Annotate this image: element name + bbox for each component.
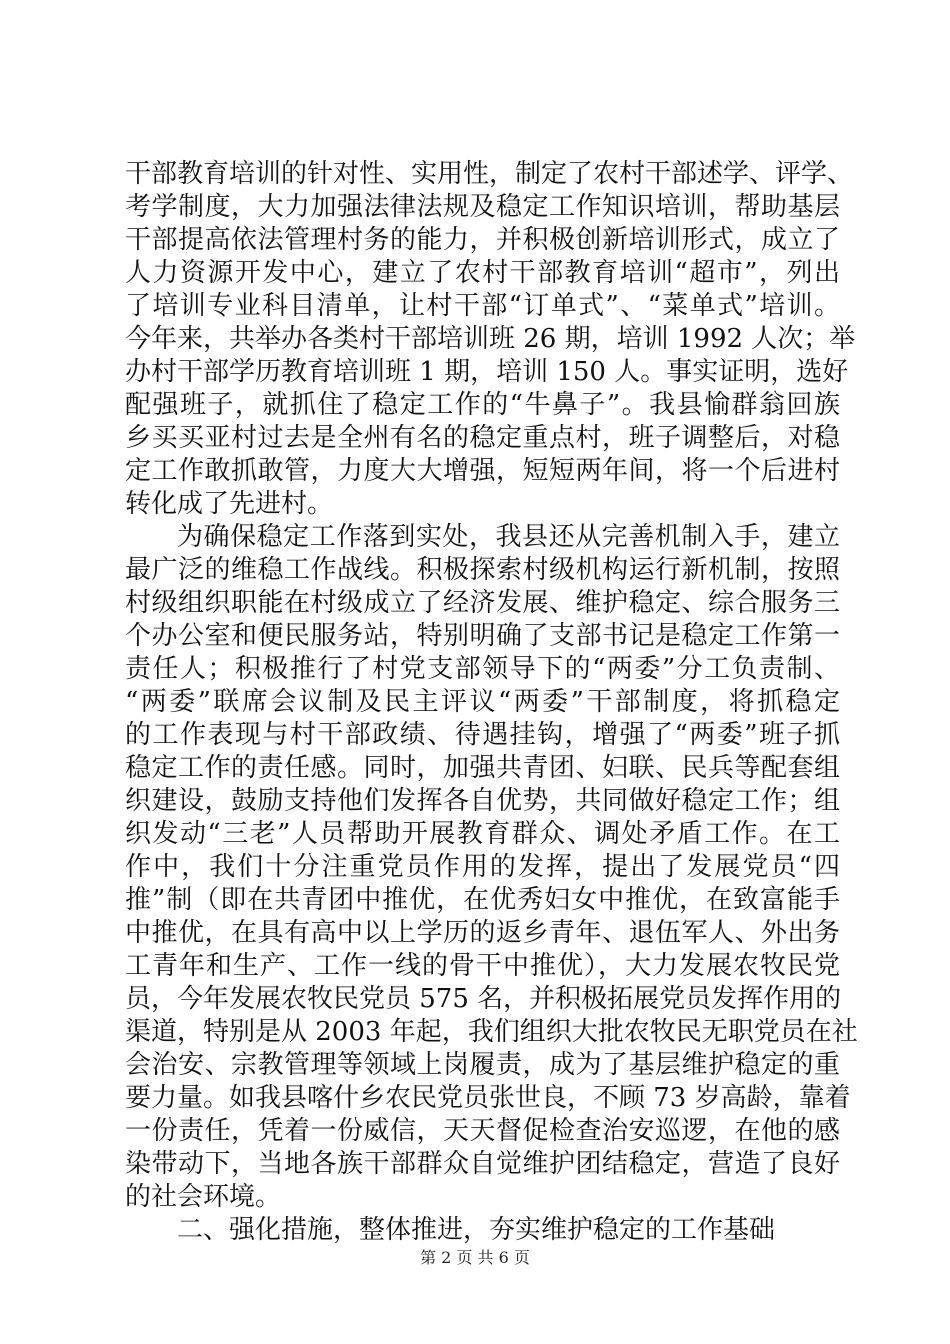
paragraph bbox=[125, 521, 858, 1214]
text-line: 考学制度，大力加强法律法规及稳定工作知识培训，帮助基层 bbox=[125, 192, 840, 222]
text-line: 的工作表现与村干部政绩、待遇挂钩，增强了“两委”班子抓 bbox=[125, 720, 840, 750]
paragraph bbox=[125, 1214, 840, 1247]
body-text bbox=[125, 158, 858, 1247]
text-line: 员，今年发展农牧民党员 575 名，并积极拓展党员发挥作用的 bbox=[125, 984, 842, 1014]
text-line: 二、强化措施，整体推进，夯实维护稳定的工作基础 bbox=[177, 1215, 776, 1245]
text-line: “两委”联席会议制及民主评议“两委”干部制度，将抓稳定 bbox=[125, 687, 840, 717]
text-line: 要力量。如我县喀什乡农民党员张世良，不顾 73 岁高龄，靠着 bbox=[125, 1083, 851, 1113]
text-line: 织建设，鼓励支持他们发挥各自优势，共同做好稳定工作；组 bbox=[125, 786, 840, 816]
text-line: 今年来，共举办各类村干部培训班 26 期，培训 1992 人次；举 bbox=[125, 324, 856, 354]
page-footer: 第 2 页 共 6 页 bbox=[420, 1248, 530, 1267]
text-line: 干部教育培训的针对性、实用性，制定了农村干部述学、评学、 bbox=[125, 159, 854, 189]
text-line: 人力资源开发中心，建立了农村干部教育培训“超市”，列出 bbox=[125, 258, 840, 288]
text-line: 作中，我们十分注重党员作用的发挥，提出了发展党员“四 bbox=[125, 852, 840, 882]
text-line: 工青年和生产、工作一线的骨干中推优），大力发展农牧民党 bbox=[125, 951, 840, 981]
text-line: 中推优，在具有高中以上学历的返乡青年、退伍军人、外出务 bbox=[125, 918, 840, 948]
paragraph bbox=[125, 158, 856, 521]
text-line: 了培训专业科目清单，让村干部“订单式”、“菜单式”培训。 bbox=[125, 291, 840, 321]
text-line: 干部提高依法管理村务的能力，并积极创新培训形式，成立了 bbox=[125, 225, 840, 255]
text-line: 的社会环境。 bbox=[125, 1182, 282, 1212]
text-line: 稳定工作的责任感。同时，加强共青团、妇联、民兵等配套组 bbox=[125, 753, 840, 783]
text-line: 办村干部学历教育培训班 1 期，培训 150 人。事实证明，选好 bbox=[125, 357, 849, 387]
text-line: 乡买买亚村过去是全州有名的稳定重点村，班子调整后，对稳 bbox=[125, 423, 840, 453]
text-line: 村级组织职能在村级成立了经济发展、维护稳定、综合服务三 bbox=[125, 588, 840, 618]
text-line: 个办公室和便民服务站，特别明确了支部书记是稳定工作第一 bbox=[125, 621, 840, 651]
text-line: 推”制（即在共青团中推优，在优秀妇女中推优，在致富能手 bbox=[125, 885, 840, 915]
text-line: 为确保稳定工作落到实处，我县还从完善机制入手，建立 bbox=[177, 522, 840, 552]
text-line: 最广泛的维稳工作战线。积极探索村级机构运行新机制，按照 bbox=[125, 555, 840, 585]
text-line: 织发动“三老”人员帮助开展教育群众、调处矛盾工作。在工 bbox=[125, 819, 840, 849]
text-line: 会治安、宗教管理等领域上岗履责，成为了基层维护稳定的重 bbox=[125, 1050, 840, 1080]
text-line: 责任人；积极推行了村党支部领导下的“两委”分工负责制、 bbox=[125, 654, 840, 684]
text-line: 定工作敢抓敢管，力度大大增强，短短两年间，将一个后进村 bbox=[125, 456, 840, 486]
text-line: 染带动下，当地各族干部群众自觉维护团结稳定，营造了良好 bbox=[125, 1149, 840, 1179]
text-line: 配强班子，就抓住了稳定工作的“牛鼻子”。我县愉群翁回族 bbox=[125, 390, 840, 420]
text-line: 渠道，特别是从 2003 年起，我们组织大批农牧民无职党员在社 bbox=[125, 1017, 858, 1047]
text-line: 转化成了先进村。 bbox=[125, 489, 334, 519]
text-line: 一份责任，凭着一份威信，天天督促检查治安巡逻，在他的感 bbox=[125, 1116, 840, 1146]
